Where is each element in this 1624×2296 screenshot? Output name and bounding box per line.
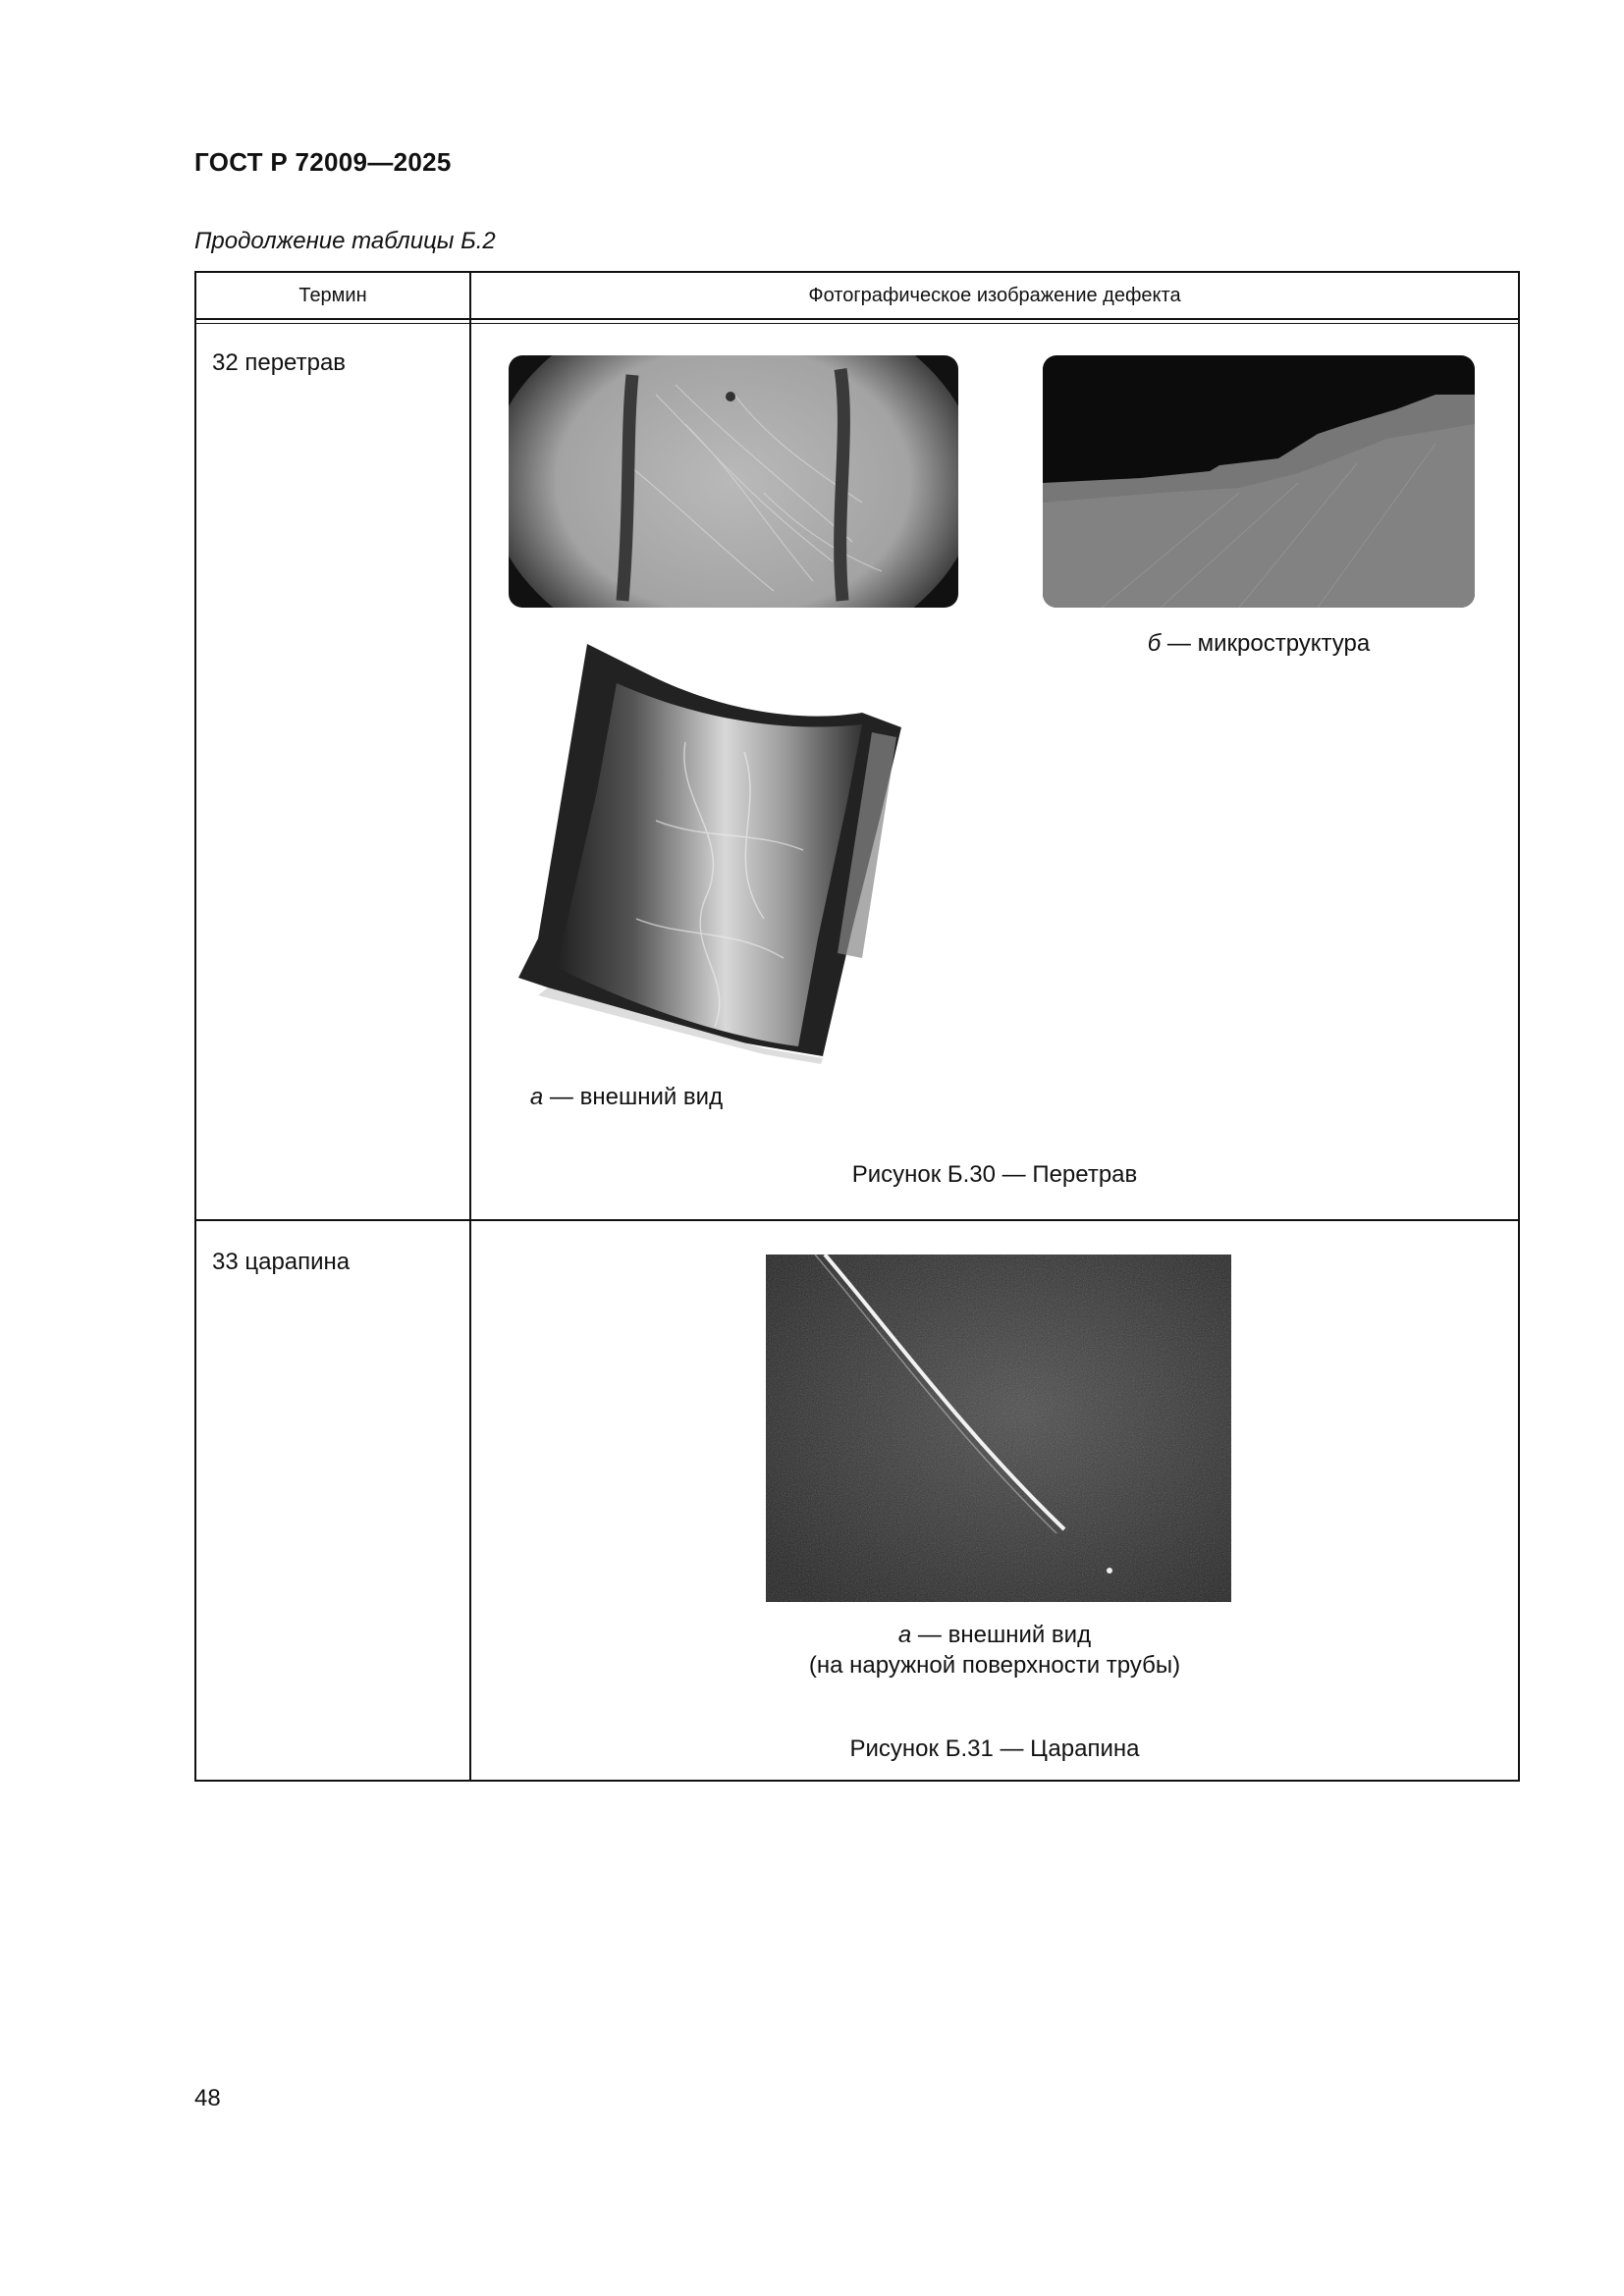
caption-microstructure: б — микроструктура (1147, 630, 1371, 657)
photo-overetching-stripes (509, 355, 958, 608)
header-photo: Фотографическое изображение дефекта (808, 284, 1181, 306)
column-divider (469, 273, 471, 1780)
header-divider (196, 318, 1518, 320)
header-divider-double (196, 323, 1518, 324)
term-overetching: 32 перетрав (212, 349, 347, 376)
defect-table (194, 271, 1520, 1782)
document-code: ГОСТ Р 72009—2025 (194, 147, 452, 177)
figure-caption-b31: Рисунок Б.31 — Царапина (849, 1735, 1140, 1762)
page-number: 48 (194, 2085, 221, 2111)
caption-scratch-location: (на наружной поверхности трубы) (808, 1652, 1181, 1679)
caption-scratch-exterior: а — внешний вид (897, 1622, 1092, 1648)
header-term: Термин (298, 284, 367, 306)
table-caption: Продолжение таблицы Б.2 (194, 228, 496, 254)
photo-overetching-exterior (509, 644, 958, 1064)
photo-overetching-microstructure (1043, 355, 1475, 608)
caption-exterior: а — внешний вид (529, 1084, 724, 1110)
photo-scratch (766, 1255, 1231, 1602)
term-scratch: 33 царапина (212, 1249, 351, 1275)
figure-caption-b30: Рисунок Б.30 — Перетрав (851, 1161, 1138, 1188)
row-divider (196, 1219, 1518, 1221)
